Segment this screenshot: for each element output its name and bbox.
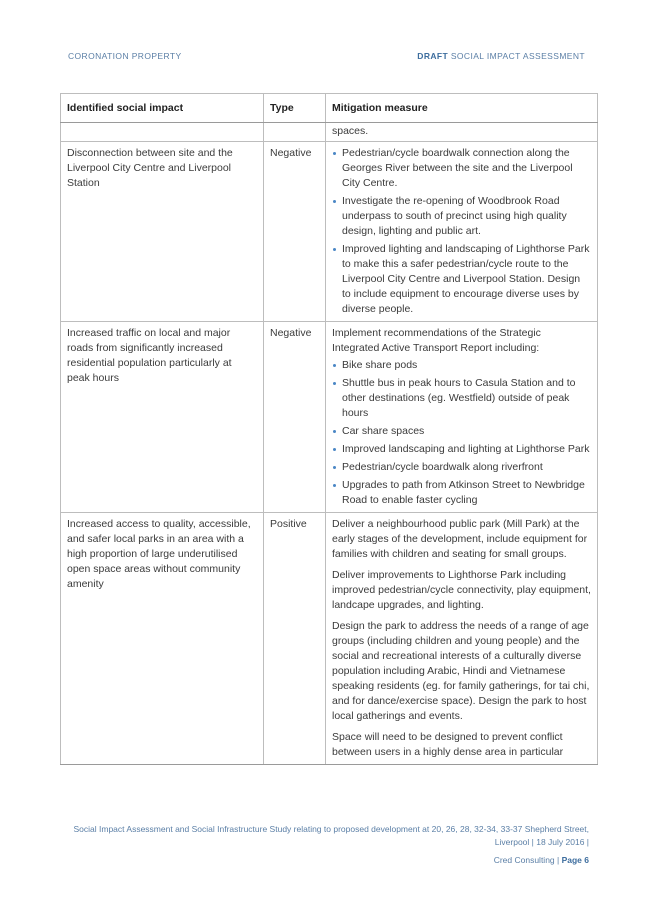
list-item: Improved lighting and landscaping of Lighthorse Park to make this a safer pedestrian/cycle route to the Liverpool City Centre and Liverpool Station. Design to include equipment to encourage diverse uses by diverse people. [332, 242, 591, 317]
mitigation-list [332, 146, 591, 317]
mitigation-cell: spaces. [326, 123, 598, 142]
mitigation-cell [326, 322, 598, 513]
list-item: Pedestrian/cycle boardwalk connection along the Georges River between the site and the Liverpool City Centre. [332, 146, 591, 191]
page-number: Page 6 [561, 855, 589, 865]
table-header-row [61, 94, 598, 123]
list-item: Pedestrian/cycle boardwalk along riverfront [332, 460, 591, 475]
mitigation-cell [326, 142, 598, 322]
header-document-title [417, 51, 585, 61]
column-header-mitigation: Mitigation measure [326, 94, 598, 123]
column-header-type: Type [264, 94, 326, 123]
header-organization: CORONATION PROPERTY [68, 51, 182, 61]
footer-document-reference: Social Impact Assessment and Social Infrastructure Study relating to proposed development at 20, 26, 28, 32-34, 33-37 Shepherd Street, Liverpool | 18 July 2016 | [73, 824, 589, 847]
impact-cell [61, 123, 264, 142]
table-row [61, 142, 598, 322]
header-title-text: SOCIAL IMPACT ASSESSMENT [448, 51, 585, 61]
type-cell: Negative [264, 322, 326, 513]
mitigation-paragraph: Deliver a neighbourhood public park (Mill Park) at the early stages of the development, include equipment for families with children and seating for small groups. [332, 518, 588, 560]
impact-cell: Increased access to quality, accessible, and safer local parks in an area with a high proportion of large underutilised open space areas without community amenity [61, 513, 264, 765]
mitigation-paragraph: Deliver improvements to Lighthorse Park including improved pedestrian/cycle connectivity, play equipment, landcape upgrades, and lighting. [332, 569, 591, 611]
table-row [61, 513, 598, 765]
list-item: Investigate the re-opening of Woodbrook Road underpass to south of precinct using high quality design, lighting and public art. [332, 194, 591, 239]
mitigation-paragraph: Space will need to be designed to prevent conflict between users in a highly dense area in particular [332, 731, 564, 758]
mitigation-list [332, 358, 591, 508]
list-item: Car share spaces [332, 424, 591, 439]
list-item: Upgrades to path from Atkinson Street to Newbridge Road to enable faster cycling [332, 478, 591, 508]
footer-page-info [494, 855, 589, 865]
type-cell: Positive [264, 513, 326, 765]
footer-consultant: Cred Consulting | [493, 855, 562, 865]
type-cell [264, 123, 326, 142]
social-impact-table [60, 93, 598, 765]
table-row-continued [61, 123, 598, 142]
mitigation-paragraph: Design the park to address the needs of a range of age groups (including children and young people) and the social and recreational interests of a culturally diverse population including Arabic, Hindi and Vietnamese speaking residents (eg. for family gatherings, for tai chi, and for dance/exercise space). Design the park to host local gatherings and events. [332, 620, 590, 722]
list-item: Improved landscaping and lighting at Lighthorse Park [332, 442, 591, 457]
header-draft-label: DRAFT [417, 51, 449, 61]
impact-cell: Disconnection between site and the Liverpool City Centre and Liverpool Station [61, 142, 264, 322]
impact-cell: Increased traffic on local and major roads from significantly increased residential population particularly at peak hours [61, 322, 264, 513]
list-item: Shuttle bus in peak hours to Casula Station and to other destinations (eg. Westfield) outside of peak hours [332, 376, 591, 421]
column-header-impact: Identified social impact [61, 94, 264, 123]
type-cell: Negative [264, 142, 326, 322]
list-item: Bike share pods [332, 358, 591, 373]
mitigation-paragraph-truncated [332, 730, 591, 760]
table-row [61, 322, 598, 513]
mitigation-lead-text: Implement recommendations of the Strategic Integrated Active Transport Report including: [332, 327, 541, 354]
mitigation-cell [326, 513, 598, 765]
